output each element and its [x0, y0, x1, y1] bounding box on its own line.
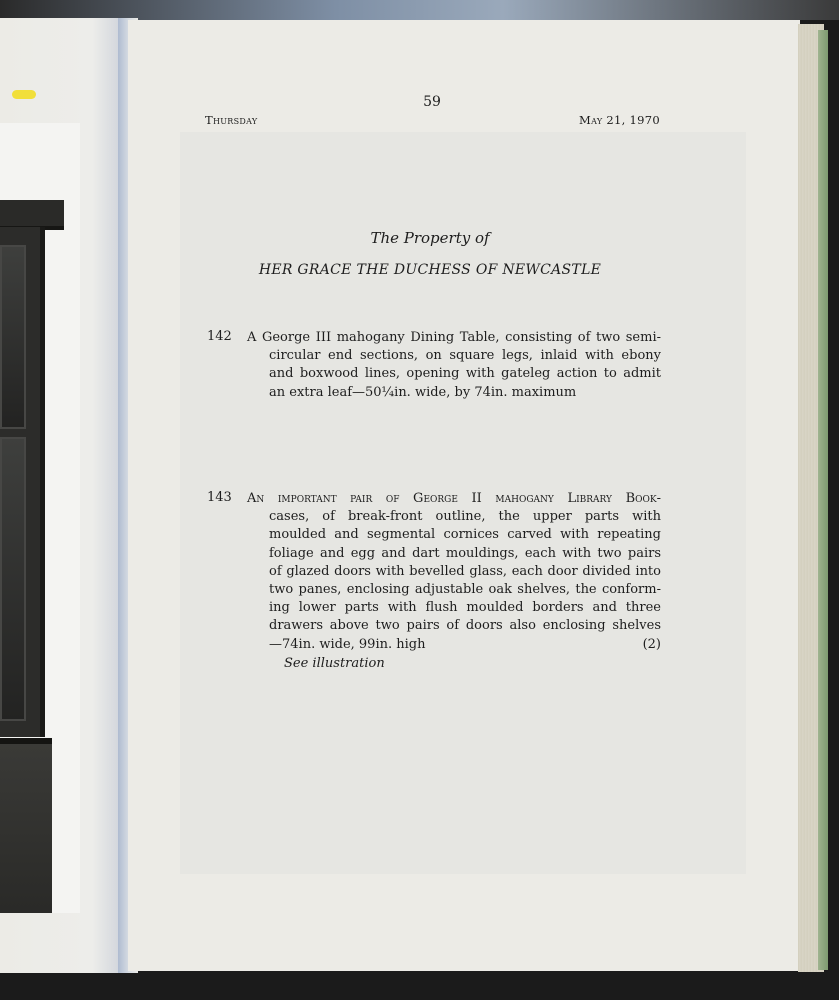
left-facing-page: [0, 18, 132, 973]
bookcase-lower-section: [0, 738, 52, 913]
lot-description-line: two panes, enclosing adjustable oak shelves, the conform-: [269, 581, 661, 597]
book-binding-edge: [0, 0, 839, 20]
lot-description-line: cases, of break-front outline, the upper parts with: [269, 509, 661, 525]
lot-description-last-line: [247, 636, 661, 654]
header-day: Thursday: [205, 113, 258, 127]
lot-dimensions: —74in. wide, 99in. high: [269, 636, 426, 652]
lot-description-line: an extra leaf—50¼in. wide, by 74in. maximum: [269, 384, 577, 400]
lot-quantity: (2): [642, 636, 661, 652]
owner-heading: HER GRACE THE DUCHESS OF NEWCASTLE: [258, 262, 602, 278]
lot-description: [247, 329, 661, 402]
page-number: 59: [423, 94, 441, 110]
lot-description-line: drawers above two pairs of doors also enclosing shelves: [269, 618, 661, 634]
property-heading: The Property of: [370, 229, 490, 247]
lot-description-line: circular end sections, on square legs, inlaid with ebony: [269, 348, 661, 364]
see-illustration-note: See illustration: [284, 656, 385, 671]
bookcase-cornice: [0, 200, 64, 230]
lot-description-line: A George III mahogany Dining Table, consisting of two semi-: [247, 330, 661, 345]
bookcase-photograph: [0, 123, 80, 913]
lot-number: 142: [207, 329, 232, 344]
lot-description-line: foliage and egg and dart mouldings, each with two pairs: [269, 545, 661, 561]
lot-description-line: ing lower parts with flush moulded borders and three: [269, 600, 661, 616]
bookcase-upper-section: [0, 227, 45, 737]
lot-description-line: moulded and segmental cornices carved with repeating: [269, 527, 661, 543]
yellow-page-tab: [12, 90, 36, 99]
lot-description-line: and boxwood lines, opening with gateleg action to admit: [269, 366, 661, 382]
lot-description: [247, 490, 661, 654]
cover-edge: [818, 30, 828, 970]
glass-door-pane: [0, 437, 26, 721]
glass-door-pane: [0, 245, 26, 429]
lot-description-line: of glazed doors with bevelled glass, each door divided into: [269, 563, 661, 579]
lot-description-line: An important pair of George II mahogany Library Book-: [247, 491, 661, 506]
lot-number: 143: [207, 490, 232, 505]
header-date: May 21, 1970: [579, 113, 660, 127]
